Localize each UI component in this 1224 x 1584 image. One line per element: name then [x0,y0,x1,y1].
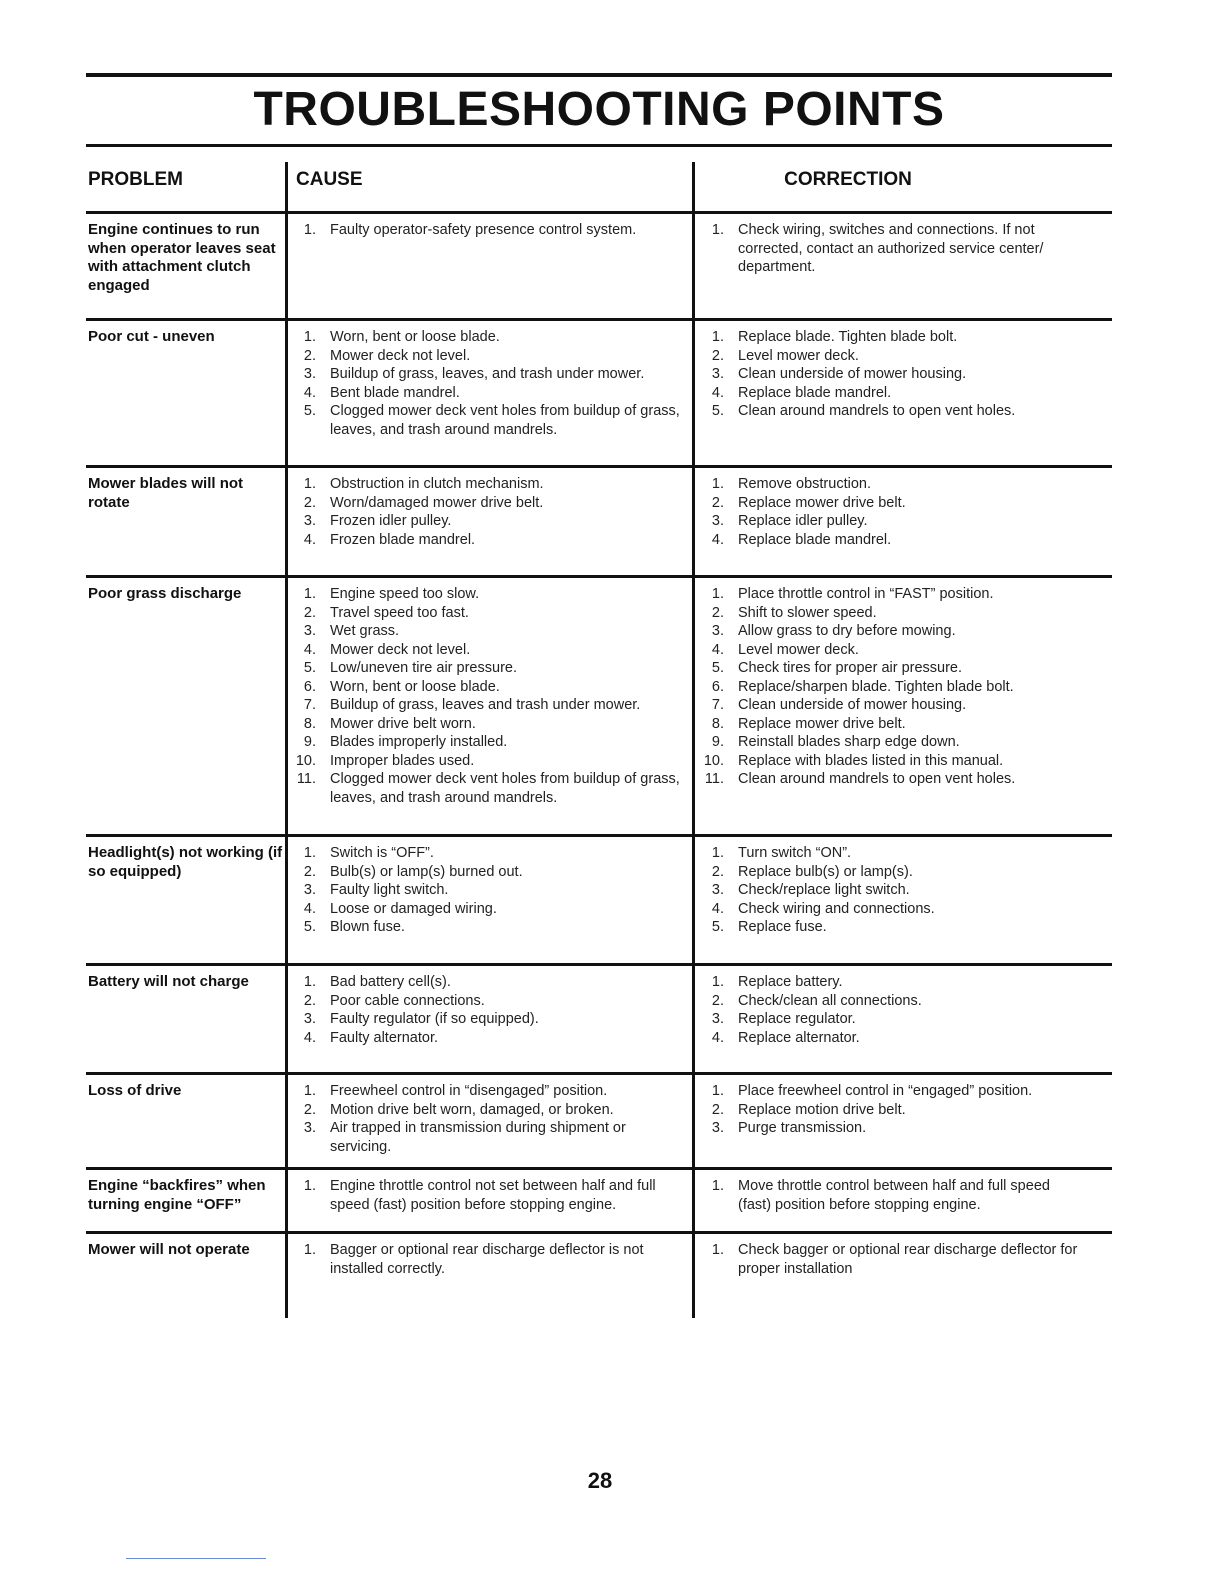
item-number: 2. [711,863,724,880]
cause-item [290,402,680,439]
footer-line [126,1558,266,1559]
cause-item [290,221,680,240]
item-number: 1. [303,476,316,492]
item-text: Allow grass to dry before mowing. [738,623,956,639]
item-text: Replace idler pulley. [738,513,868,529]
correction-item [698,622,1078,641]
item-text: Loose or damaged wiring. [330,900,497,917]
row-separator [86,963,1112,966]
item-text: Check wiring, switches and connections. If not corrected, contact an authorized service center/ department. [738,222,1044,275]
item-text: Turn switch “ON”. [738,845,852,861]
item-number: 1. [303,1178,316,1194]
item-text: Replace regulator. [738,1011,856,1027]
correction-item [698,475,1078,494]
item-text: Replace blade mandrel. [738,384,892,401]
correction-list [698,844,1078,937]
item-number: 1. [303,974,316,990]
item-text: Frozen idler pulley. [330,513,452,529]
item-text: Worn, bent or loose blade. [330,329,500,345]
correction-item [698,733,1078,752]
item-text: Blown fuse. [330,919,405,935]
item-number: 2. [711,992,724,1009]
item-number: 4. [711,531,724,548]
item-text: Replace motion drive belt. [738,1101,906,1118]
cause-item [290,863,680,882]
item-number: 3. [711,882,724,898]
correction-list [698,1177,1078,1214]
cause-item [290,1010,680,1029]
item-number: 6. [303,678,316,695]
item-text: Motion drive belt worn, damaged, or broken. [330,1101,614,1118]
correction-item [698,1101,1078,1120]
cause-item [290,1029,680,1048]
cause-item [290,641,680,660]
item-text: Check wiring and connections. [738,900,935,917]
column-header-correction: CORRECTION [784,169,912,190]
item-text: Worn, bent or loose blade. [330,678,500,695]
item-number: 2. [303,992,316,1009]
correction-item [698,512,1078,531]
page-number: 28 [587,1468,613,1493]
item-number: 3. [303,513,316,529]
cause-item [290,328,680,347]
cause-list [290,1241,680,1278]
item-number: 1. [303,329,316,345]
cause-item [290,604,680,623]
item-number: 2. [303,1101,316,1118]
item-text: Faulty regulator (if so equipped). [330,1011,539,1027]
cause-item [290,973,680,992]
item-number: 2. [711,347,724,364]
correction-item [698,641,1078,660]
problem-text: Poor grass discharge [88,585,242,602]
correction-item [698,365,1078,384]
correction-item [698,604,1078,623]
item-number: 1. [303,586,316,602]
item-text: Engine speed too slow. [330,586,480,602]
cause-item [290,770,680,807]
item-text: Replace bulb(s) or lamp(s). [738,863,913,880]
cause-item [290,622,680,641]
item-text: Replace blade. Tighten blade bolt. [738,329,958,345]
cause-item [290,1241,680,1278]
item-text: Reinstall blades sharp edge down. [738,734,960,750]
cause-item [290,678,680,697]
item-number: 1. [303,1242,316,1258]
item-number: 1. [303,222,316,238]
correction-item [698,844,1078,863]
cause-item [290,365,680,384]
item-text: Replace alternator. [738,1029,860,1046]
cause-item [290,494,680,513]
item-number: 5. [303,660,316,676]
item-number: 2. [303,347,316,364]
item-number: 11. [296,771,316,787]
item-number: 2. [711,1101,724,1118]
item-number: 3. [711,1120,724,1136]
row-separator [86,318,1112,321]
cause-item [290,733,680,752]
item-number: 5. [711,660,724,676]
item-text: Wet grass. [330,623,400,639]
correction-item [698,659,1078,678]
problem-text: Engine “backfires” when turning engine “OFF” [88,1177,266,1213]
item-text: Remove obstruction. [738,476,871,492]
item-text: Clean around mandrels to open vent holes. [738,403,1016,419]
correction-item [698,1029,1078,1048]
item-number: 4. [711,900,724,917]
item-text: Bad battery cell(s). [330,974,451,990]
item-text: Travel speed too fast. [330,604,469,621]
cause-item [290,844,680,863]
item-text: Faulty light switch. [330,882,449,898]
correction-item [698,715,1078,734]
item-text: Bagger or optional rear discharge deflector is not installed correctly. [330,1242,644,1277]
item-number: 4. [711,641,724,658]
correction-item [698,494,1078,513]
item-text: Replace mower drive belt. [738,494,906,511]
correction-item [698,900,1078,919]
cause-item [290,918,680,937]
item-text: Mower drive belt worn. [330,715,476,732]
correction-item [698,1177,1078,1214]
cause-item [290,992,680,1011]
item-text: Check bagger or optional rear discharge deflector for proper installation [738,1242,1078,1277]
item-number: 1. [711,329,724,345]
item-number: 3. [711,623,724,639]
correction-item [698,328,1078,347]
item-text: Clean underside of mower housing. [738,366,967,382]
page-title: TROUBLESHOOTING POINTS [253,83,945,136]
row-separator [86,211,1112,214]
correction-item [698,992,1078,1011]
correction-item [698,918,1078,937]
correction-item [698,863,1078,882]
correction-item [698,1241,1078,1278]
item-number: 3. [303,882,316,898]
correction-list [698,1082,1078,1138]
item-text: Bent blade mandrel. [330,384,460,401]
problem-text: Poor cut - uneven [88,328,215,345]
problem-text: Mower will not operate [88,1241,250,1258]
correction-item [698,402,1078,421]
item-number: 1. [711,222,724,238]
correction-list [698,973,1078,1047]
item-text: Replace mower drive belt. [738,715,906,732]
problem-text: Headlight(s) not working (if so equipped) [88,844,283,880]
item-text: Switch is “OFF”. [330,845,434,861]
item-text: Engine throttle control not set between half and full speed (fast) position before stopping engine. [330,1178,656,1213]
correction-item [698,221,1078,277]
item-number: 9. [303,734,316,750]
item-number: 2. [711,604,724,621]
item-number: 1. [711,1083,724,1099]
correction-item [698,531,1078,550]
item-number: 1. [711,974,724,990]
row-separator [86,1167,1112,1170]
row-separator [86,575,1112,578]
column-header-problem: PROBLEM [88,169,183,190]
correction-list [698,328,1078,421]
correction-item [698,770,1078,789]
item-number: 1. [303,845,316,861]
correction-item [698,696,1078,715]
item-number: 5. [303,403,316,419]
cause-list [290,475,680,549]
cause-list [290,1082,680,1156]
item-text: Frozen blade mandrel. [330,531,476,548]
item-text: Place throttle control in “FAST” position. [738,586,994,602]
column-divider-cause-correction [692,162,695,1318]
item-number: 3. [711,366,724,382]
item-text: Replace with blades listed in this manual. [738,752,1004,769]
correction-item [698,384,1078,403]
item-text: Shift to slower speed. [738,604,877,621]
cause-item [290,531,680,550]
item-number: 2. [711,494,724,511]
problem-text: Mower blades will not rotate [88,475,244,511]
cause-item [290,1101,680,1120]
cause-list [290,844,680,937]
item-number: 3. [303,1120,316,1136]
item-number: 4. [711,384,724,401]
item-text: Low/uneven tire air pressure. [330,660,517,676]
correction-item [698,1082,1078,1101]
item-number: 2. [303,863,316,880]
item-text: Move throttle control between half and full speed (fast) position before stopping engine. [738,1178,1050,1213]
cause-list [290,221,680,240]
correction-item [698,585,1078,604]
item-number: 6. [711,678,724,695]
item-text: Purge transmission. [738,1120,867,1136]
row-separator [86,1231,1112,1234]
item-text: Freewheel control in “disengaged” position. [330,1083,608,1099]
cause-item [290,881,680,900]
item-text: Faulty operator-safety presence control system. [330,222,637,238]
correction-item [698,973,1078,992]
cause-item [290,696,680,715]
row-separator [86,465,1112,468]
item-text: Replace/sharpen blade. Tighten blade bolt. [738,678,1014,695]
correction-item [698,881,1078,900]
item-text: Replace battery. [738,974,843,990]
item-text: Check/replace light switch. [738,882,910,898]
item-text: Air trapped in transmission during shipment or servicing. [330,1120,626,1155]
item-number: 4. [303,900,316,917]
item-number: 4. [303,1029,316,1046]
item-number: 1. [303,1083,316,1099]
cause-item [290,512,680,531]
item-text: Improper blades used. [330,752,475,769]
item-text: Replace fuse. [738,919,827,935]
item-text: Level mower deck. [738,641,859,658]
cause-item [290,1177,680,1214]
item-text: Clean underside of mower housing. [738,697,967,713]
item-text: Clogged mower deck vent holes from buildup of grass, leaves, and trash around mandrels. [330,403,680,438]
item-number: 1. [711,845,724,861]
cause-list [290,973,680,1047]
cause-list [290,328,680,439]
item-number: 5. [303,919,316,935]
cause-item [290,659,680,678]
item-number: 4. [711,1029,724,1046]
item-text: Check/clean all connections. [738,992,922,1009]
cause-item [290,1082,680,1101]
item-number: 9. [711,734,724,750]
cause-list [290,1177,680,1214]
item-number: 7. [303,697,316,713]
item-number: 4. [303,384,316,401]
cause-item [290,752,680,771]
problem-text: Loss of drive [88,1082,182,1099]
item-number: 5. [711,403,724,419]
item-text: Worn/damaged mower drive belt. [330,494,544,511]
correction-list [698,221,1078,277]
cause-item [290,347,680,366]
item-number: 4. [303,531,316,548]
item-text: Mower deck not level. [330,347,471,364]
item-number: 11. [704,771,724,787]
cause-list [290,585,680,807]
title-bottom-rule [86,144,1112,147]
cause-item [290,475,680,494]
item-text: Replace blade mandrel. [738,531,892,548]
cause-item [290,384,680,403]
item-number: 2. [303,604,316,621]
correction-list [698,585,1078,789]
item-number: 1. [711,1178,724,1194]
item-number: 2. [303,494,316,511]
problem-text: Engine continues to run when operator leaves seat with attachment clutch engaged [88,221,276,294]
item-number: 10. [295,752,316,769]
item-number: 3. [711,1011,724,1027]
item-number: 7. [711,697,724,713]
title-top-rule [86,73,1112,77]
item-text: Clogged mower deck vent holes from buildup of grass, leaves, and trash around mandrels. [330,771,680,806]
item-text: Blades improperly installed. [330,734,508,750]
item-text: Poor cable connections. [330,992,485,1009]
item-number: 8. [711,715,724,732]
problem-text: Battery will not charge [88,973,249,990]
item-text: Level mower deck. [738,347,859,364]
item-number: 1. [711,476,724,492]
item-number: 3. [711,513,724,529]
item-number: 1. [711,586,724,602]
correction-item [698,1010,1078,1029]
correction-item [698,1119,1078,1138]
item-text: Place freewheel control in “engaged” position. [738,1083,1033,1099]
correction-item [698,752,1078,771]
cause-item [290,900,680,919]
item-text: Check tires for proper air pressure. [738,660,963,676]
cause-item [290,585,680,604]
item-text: Buildup of grass, leaves and trash under mower. [330,697,641,713]
item-text: Clean around mandrels to open vent holes. [738,771,1016,787]
item-text: Mower deck not level. [330,641,471,658]
item-text: Buildup of grass, leaves, and trash under mower. [330,366,645,382]
correction-list [698,475,1078,549]
item-number: 4. [303,641,316,658]
row-separator [86,1072,1112,1075]
correction-item [698,678,1078,697]
cause-item [290,1119,680,1156]
item-number: 3. [303,623,316,639]
item-number: 10. [703,752,724,769]
item-number: 8. [303,715,316,732]
item-number: 3. [303,366,316,382]
correction-item [698,347,1078,366]
item-number: 5. [711,919,724,935]
item-number: 1. [711,1242,724,1258]
item-text: Bulb(s) or lamp(s) burned out. [330,863,523,880]
item-number: 3. [303,1011,316,1027]
item-text: Obstruction in clutch mechanism. [330,476,544,492]
row-separator [86,834,1112,837]
correction-list [698,1241,1078,1278]
column-header-cause: CAUSE [296,169,363,190]
cause-item [290,715,680,734]
item-text: Faulty alternator. [330,1029,438,1046]
